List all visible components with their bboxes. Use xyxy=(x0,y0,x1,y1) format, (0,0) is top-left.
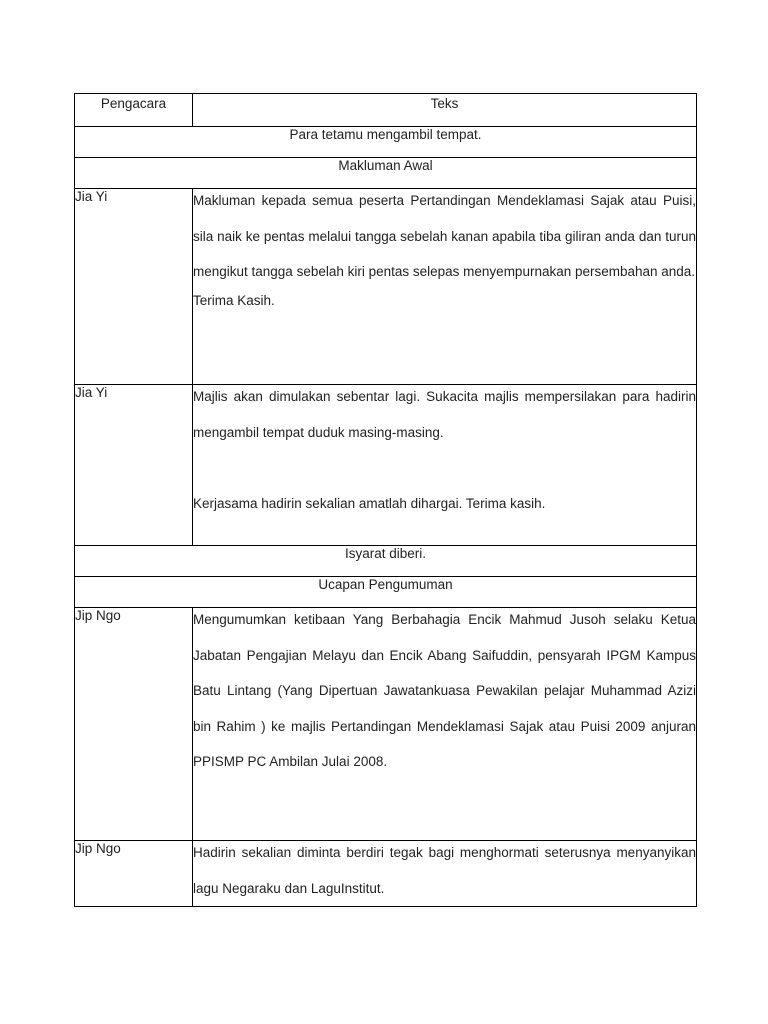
speaker-cell: Jia Yi xyxy=(75,189,193,385)
paragraph: Majlis akan dimulakan sebentar lagi. Sukacita majlis mempersilakan para hadirin mengambil tempat duduk masing-masing. xyxy=(193,389,696,440)
paragraph: Makluman kepada semua peserta Pertandingan Mendeklamasi Sajak atau Puisi, sila naik ke pentas melalui tangga sebelah kanan apabila tiba giliran anda dan turun mengikut tangga sebelah kiri pentas selepas menyempurnakan persembahan anda. xyxy=(193,193,696,280)
text-cell xyxy=(193,608,697,841)
table-row xyxy=(75,841,697,907)
header-text: Teks xyxy=(193,94,697,127)
table-row xyxy=(75,189,697,385)
section-label: Isyarat diberi. xyxy=(75,546,697,577)
text-cell xyxy=(193,189,697,385)
paragraph: Mengumumkan ketibaan Yang Berbahagia Encik Mahmud Jusoh selaku Ketua Jabatan Pengajian Melayu dan Encik Abang Saifuddin, pensyarah IPGM Kampus Batu Lintang (Yang Dipertuan Jawatankuasa Pewakilan pelajar Muhammad Azizi bin Rahim ) ke majlis Pertandingan Mendeklamasi Sajak atau Puisi 2009 anjuran PPISMP PC Ambilan Julai 2008. xyxy=(193,612,696,770)
closing-line: Terima Kasih. xyxy=(193,292,275,308)
text-cell xyxy=(193,841,697,907)
table-header-row xyxy=(75,94,697,127)
closing-line: Kerjasama hadirin sekalian amatlah dihargai. Terima kasih. xyxy=(193,495,546,511)
script-table xyxy=(74,93,697,907)
speaker-cell: Jia Yi xyxy=(75,385,193,546)
section-row xyxy=(75,546,697,577)
section-label: Makluman Awal xyxy=(75,158,697,189)
spacer xyxy=(193,450,696,486)
section-row xyxy=(75,127,697,158)
header-speaker: Pengacara xyxy=(75,94,193,127)
section-label: Para tetamu mengambil tempat. xyxy=(75,127,697,158)
table-row xyxy=(75,385,697,546)
section-label: Ucapan Pengumuman xyxy=(75,577,697,608)
paragraph: Hadirin sekalian diminta berdiri tegak bagi menghormati seterusnya menyanyikan lagu Negaraku dan LaguInstitut. xyxy=(193,845,696,896)
speaker-cell: Jip Ngo xyxy=(75,608,193,841)
speaker-cell: Jip Ngo xyxy=(75,841,193,907)
text-cell xyxy=(193,385,697,546)
table-row xyxy=(75,608,697,841)
